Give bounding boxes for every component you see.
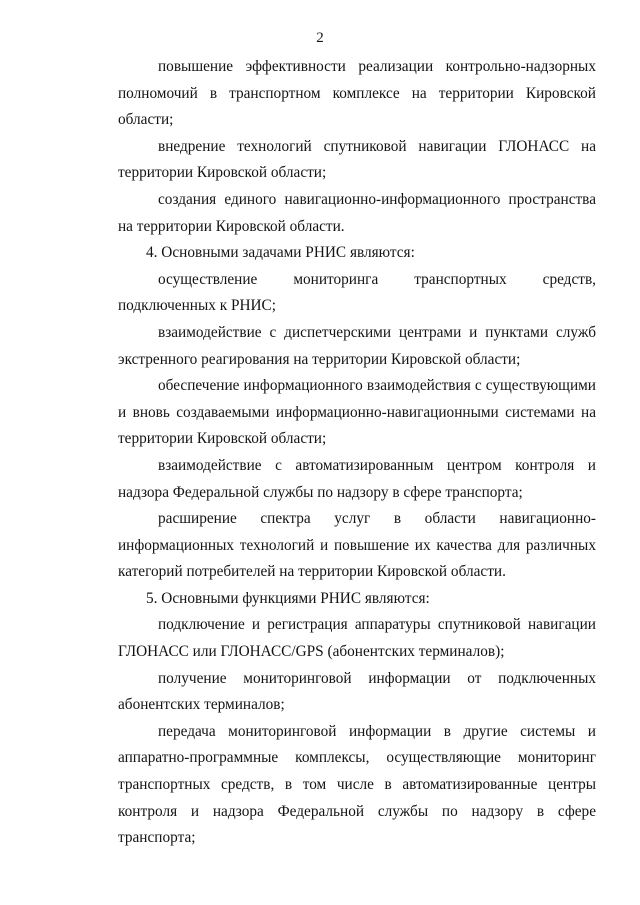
paragraph-function-receive-monitoring: получение мониторинговой информации от подключенных абонентских терминалов; [118,669,596,714]
paragraph-task-monitoring: осуществление мониторинга транспортных средств, подключенных к РНИС; [118,270,596,315]
document-body [118,54,596,852]
section-heading-tasks: 4. Основными задачами РНИС являются: [146,244,415,262]
section-heading-functions: 5. Основными функциями РНИС являются: [146,589,430,607]
paragraph-task-dispatch-centers: взаимодействие с диспетчерскими центрами и пунктами служб экстренного реагирования на территории Кировской области; [118,323,596,368]
paragraph-task-service-expansion: расширение спектра услуг в области навигационно-информационных технологий и повышение их качества для различных категорий потребителей на территории Кировской области. [118,510,596,581]
paragraph-function-transfer-monitoring: передача мониторинговой информации в другие системы и аппаратно-программные комплексы, осуществляющие мониторинг транспортных средств, в том числе в автоматизированные центры контроля и надзора Федеральной службы по надзору в сфере транспорта; [118,722,596,847]
page-number: 2 [316,30,324,46]
paragraph-goal-control-efficiency: повышение эффективности реализации контрольно-надзорных полномочий в транспортном комплексе на территории Кировской области; [118,58,596,129]
paragraph-goal-glonass: внедрение технологий спутниковой навигации ГЛОНАСС на территории Кировской области; [118,137,596,182]
paragraph-goal-navigation-space: создания единого навигационно-информационного пространства на территории Кировской области. [118,190,596,235]
paragraph-task-federal-center: взаимодействие с автоматизированным центром контроля и надзора Федеральной службы по надзору в сфере транспорта; [118,456,596,501]
paragraph-task-information-interaction: обеспечение информационного взаимодействия с существующими и вновь создаваемыми информационно-навигационными системами на территории Кировской области; [118,377,596,448]
paragraph-function-terminal-registration: подключение и регистрация аппаратуры спутниковой навигации ГЛОНАСС или ГЛОНАСС/GPS (абонентских терминалов); [118,616,596,661]
